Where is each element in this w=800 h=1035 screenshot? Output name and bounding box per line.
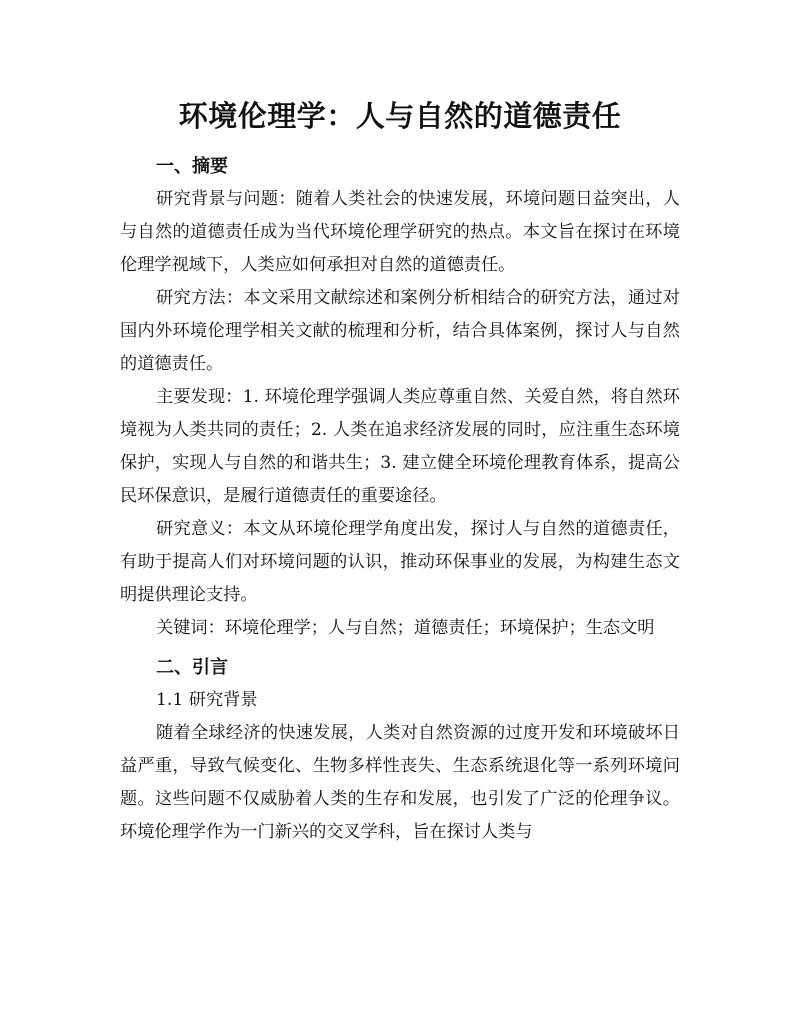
- keywords-paragraph: 关键词：环境伦理学；人与自然；道德责任；环境保护；生态文明: [156, 618, 655, 638]
- document-title: 环境伦理学：人与自然的道德责任: [178, 99, 622, 133]
- abstract-background-paragraph: 研究背景与问题：随着人类社会的快速发展，环境问题日益突出，人与自然的道德责任成为当代环境伦理学研究的热点。本文旨在探讨在环境伦理学视域下，人类应如何承担对自然的道德责任。: [120, 189, 680, 275]
- abstract-significance-paragraph: 研究意义：本文从环境伦理学角度出发，探讨人与自然的道德责任，有助于提高人们对环境问题的认识，推动环保事业的发展，为构建生态文明提供理论支持。: [120, 519, 680, 605]
- abstract-findings-paragraph: 主要发现：1. 环境伦理学强调人类应尊重自然、关爱自然，将自然环境视为人类共同的责任；2. 人类在追求经济发展的同时，应注重生态环境保护，实现人与自然的和谐共生；3. 建立健全环境伦理教育体系，提高公民环保意识，是履行道德责任的重要途径。: [120, 387, 680, 506]
- introduction-heading: 二、引言: [156, 657, 228, 678]
- abstract-heading: 一、摘要: [156, 156, 228, 177]
- abstract-method-paragraph: 研究方法：本文采用文献综述和案例分析相结合的研究方法，通过对国内外环境伦理学相关文献的梳理和分析，结合具体案例，探讨人与自然的道德责任。: [120, 288, 680, 374]
- research-background-subheading: 1.1 研究背景: [156, 690, 258, 710]
- introduction-paragraph: 随着全球经济的快速发展，人类对自然资源的过度开发和环境破坏日益严重，导致气候变化、生物多样性丧失、生态系统退化等一系列环境问题。这些问题不仅威胁着人类的生存和发展，也引发了广泛的伦理争议。环境伦理学作为一门新兴的交叉学科，旨在探讨人类与: [120, 723, 680, 842]
